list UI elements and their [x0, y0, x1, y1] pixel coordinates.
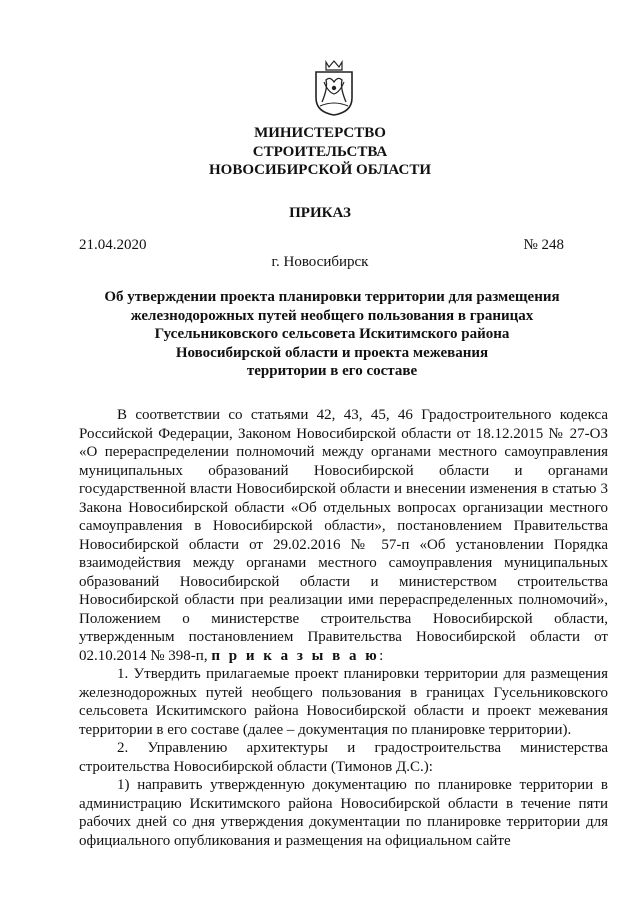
item-1-paragraph: 1. Утвердить прилагаемые проект планировки территории для размещения железнодорожных путей необщего пользования в границах Гусельниковского сельсовета Искитимского района Новосибирской области и проект межевания территории в его составе (далее – документация по планировке территории).	[79, 666, 608, 738]
issue-city: г. Новосибирск	[271, 254, 369, 270]
subject-line: Об утверждении проекта планировки территории для размещения	[104, 289, 560, 305]
document-type: ПРИКАЗ	[289, 205, 351, 221]
order-keyword: п р и к а з ы в а ю	[211, 647, 380, 664]
subject-line: территории в его составе	[246, 363, 418, 379]
ministry-line: НОВОСИБИРСКОЙ ОБЛАСТИ	[208, 162, 432, 178]
subject-line: Новосибирской области и проекта межевания	[175, 344, 489, 361]
ministry-name	[0, 124, 640, 180]
order-number: № 248	[523, 237, 564, 253]
order-date: 21.04.2020	[79, 237, 147, 253]
order-subject	[100, 288, 564, 381]
item-2-paragraph: 2. Управлению архитектуры и градостроительства министерства строительства Новосибирской области (Тимонов Д.С.):	[79, 740, 608, 775]
order-body	[79, 406, 608, 850]
preamble-text: В соответствии со статьями 42, 43, 45, 46 Градостроительного кодекса Российской Федерации, Законом Новосибирской области от 18.12.2015 № 27-ОЗ «О перераспределении полномочий между органами местного самоуправления муниципальных образований Новосибирской области и органами государственной власти Новосибирской области и внесении изменения в статью 3 Закона Новосибирской области «Об отдельных вопросах организации местного самоуправления в Новосибирской области», постановлением Правительства Новосибирской области от 29.02.2016 № 57-п «Об установлении Порядка взаимодействия между органами местного самоуправления муниципальных образований Новосибирской области и министерством строительства Новосибирской области при реализации ими перераспределенных полномочий», Положением о министерстве строительства Новосибирской области, утвержденным постановлением Правительства Новосибирской области от 02.10.2014 № 398-п,	[79, 407, 608, 664]
coat-of-arms-emblem	[314, 58, 354, 116]
subject-line: железнодорожных путей необщего пользования в границах	[130, 307, 534, 324]
item-2-1-paragraph: 1) направить утвержденную документацию по планировке территории в администрацию Искитимского района Новосибирской области в течение пяти рабочих дней со дня утверждения документации по планировке территории для официального опубликования и размещения на официальном сайте	[79, 777, 608, 849]
order-keyword-colon: :	[379, 647, 384, 664]
ministry-line: СТРОИТЕЛЬСТВА	[252, 143, 388, 160]
subject-line: Гусельниковского сельсовета Искитимского района	[154, 326, 510, 342]
ministry-line: МИНИСТЕРСТВО	[254, 125, 386, 141]
preamble-paragraph	[79, 406, 608, 665]
